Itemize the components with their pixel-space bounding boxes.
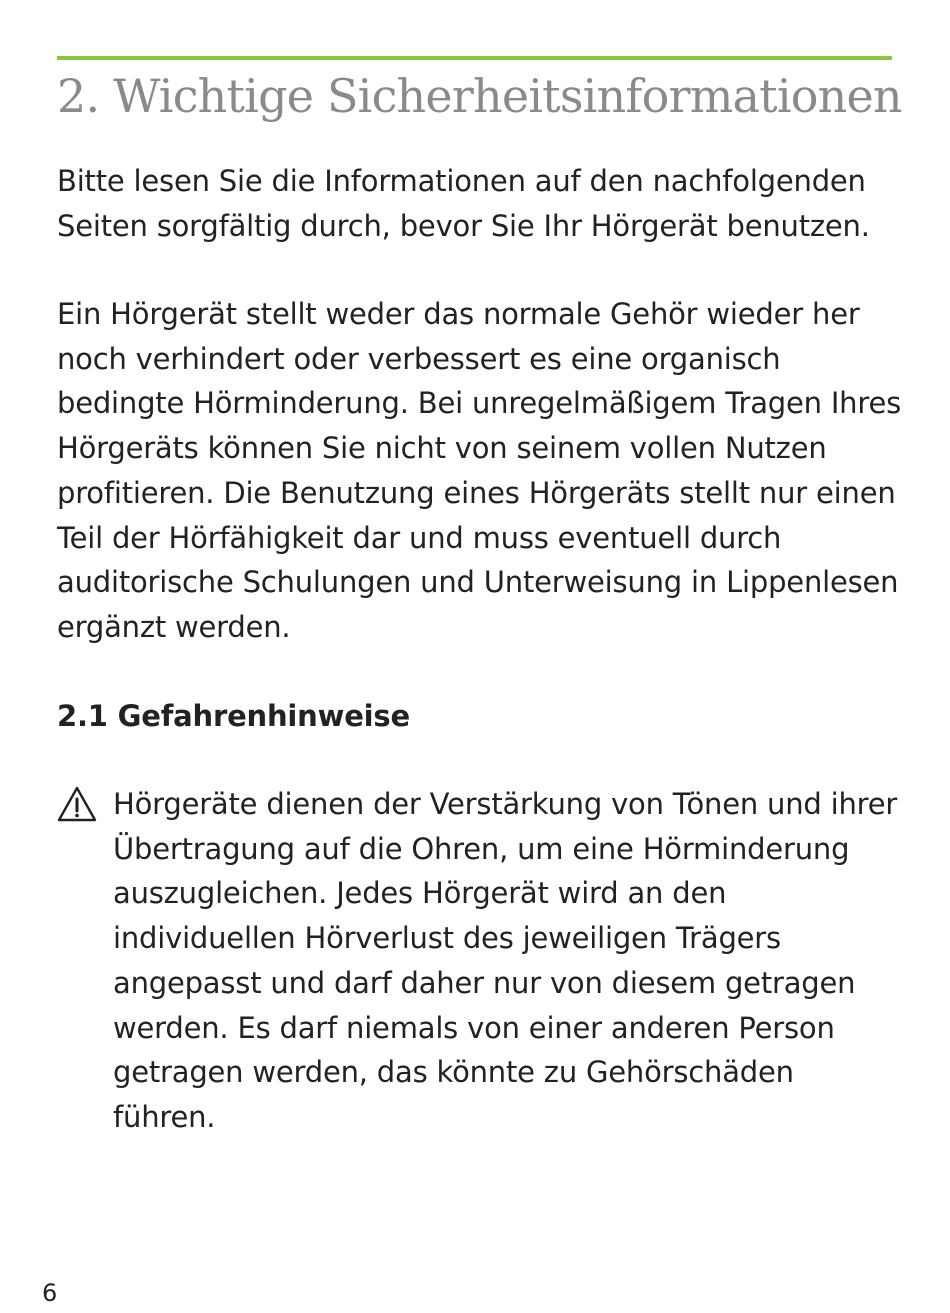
intro-paragraph: Bitte lesen Sie die Informationen auf den nachfolgenden Seiten sorgfältig durch, bevor Sie Ihr Hörgerät benutzen. (57, 164, 870, 243)
body-paragraph: Ein Hörgerät stellt weder das normale Gehör wieder her noch verhindert oder verbessert es eine organisch bedingte Hörminderung. Bei unregelmäßigem Tragen Ihres Hörgeräts können Sie nicht von seinem vollen Nutzen profitieren. Die Benutzung eines Hörgeräts stellt nur einen Teil der Hörfähigkeit dar und muss eventuell durch auditorische Schulungen und Unterweisung in Lippenlesen ergänzt werden. (57, 297, 901, 644)
page-title: 2. Wichtige Sicherheitsinformationen (57, 69, 902, 123)
warning-text: Hörgeräte dienen der Verstärkung von Tönen und ihrer Übertragung auf die Ohren, um eine Hörminderung auszugleichen. Jedes Hörgerät wird an den individuellen Hörverlust des jeweiligen Trägers angepasst und darf daher nur von diesem getragen werden. Es darf niemals von einer anderen Person getragen werden, das könnte zu Gehörschäden führen. (113, 787, 898, 1134)
subsection-heading: 2.1 Gefahrenhinweise (57, 699, 410, 733)
section-divider-rule (57, 56, 892, 60)
warning-triangle-icon (57, 786, 97, 822)
page-number: 6 (42, 1279, 58, 1307)
